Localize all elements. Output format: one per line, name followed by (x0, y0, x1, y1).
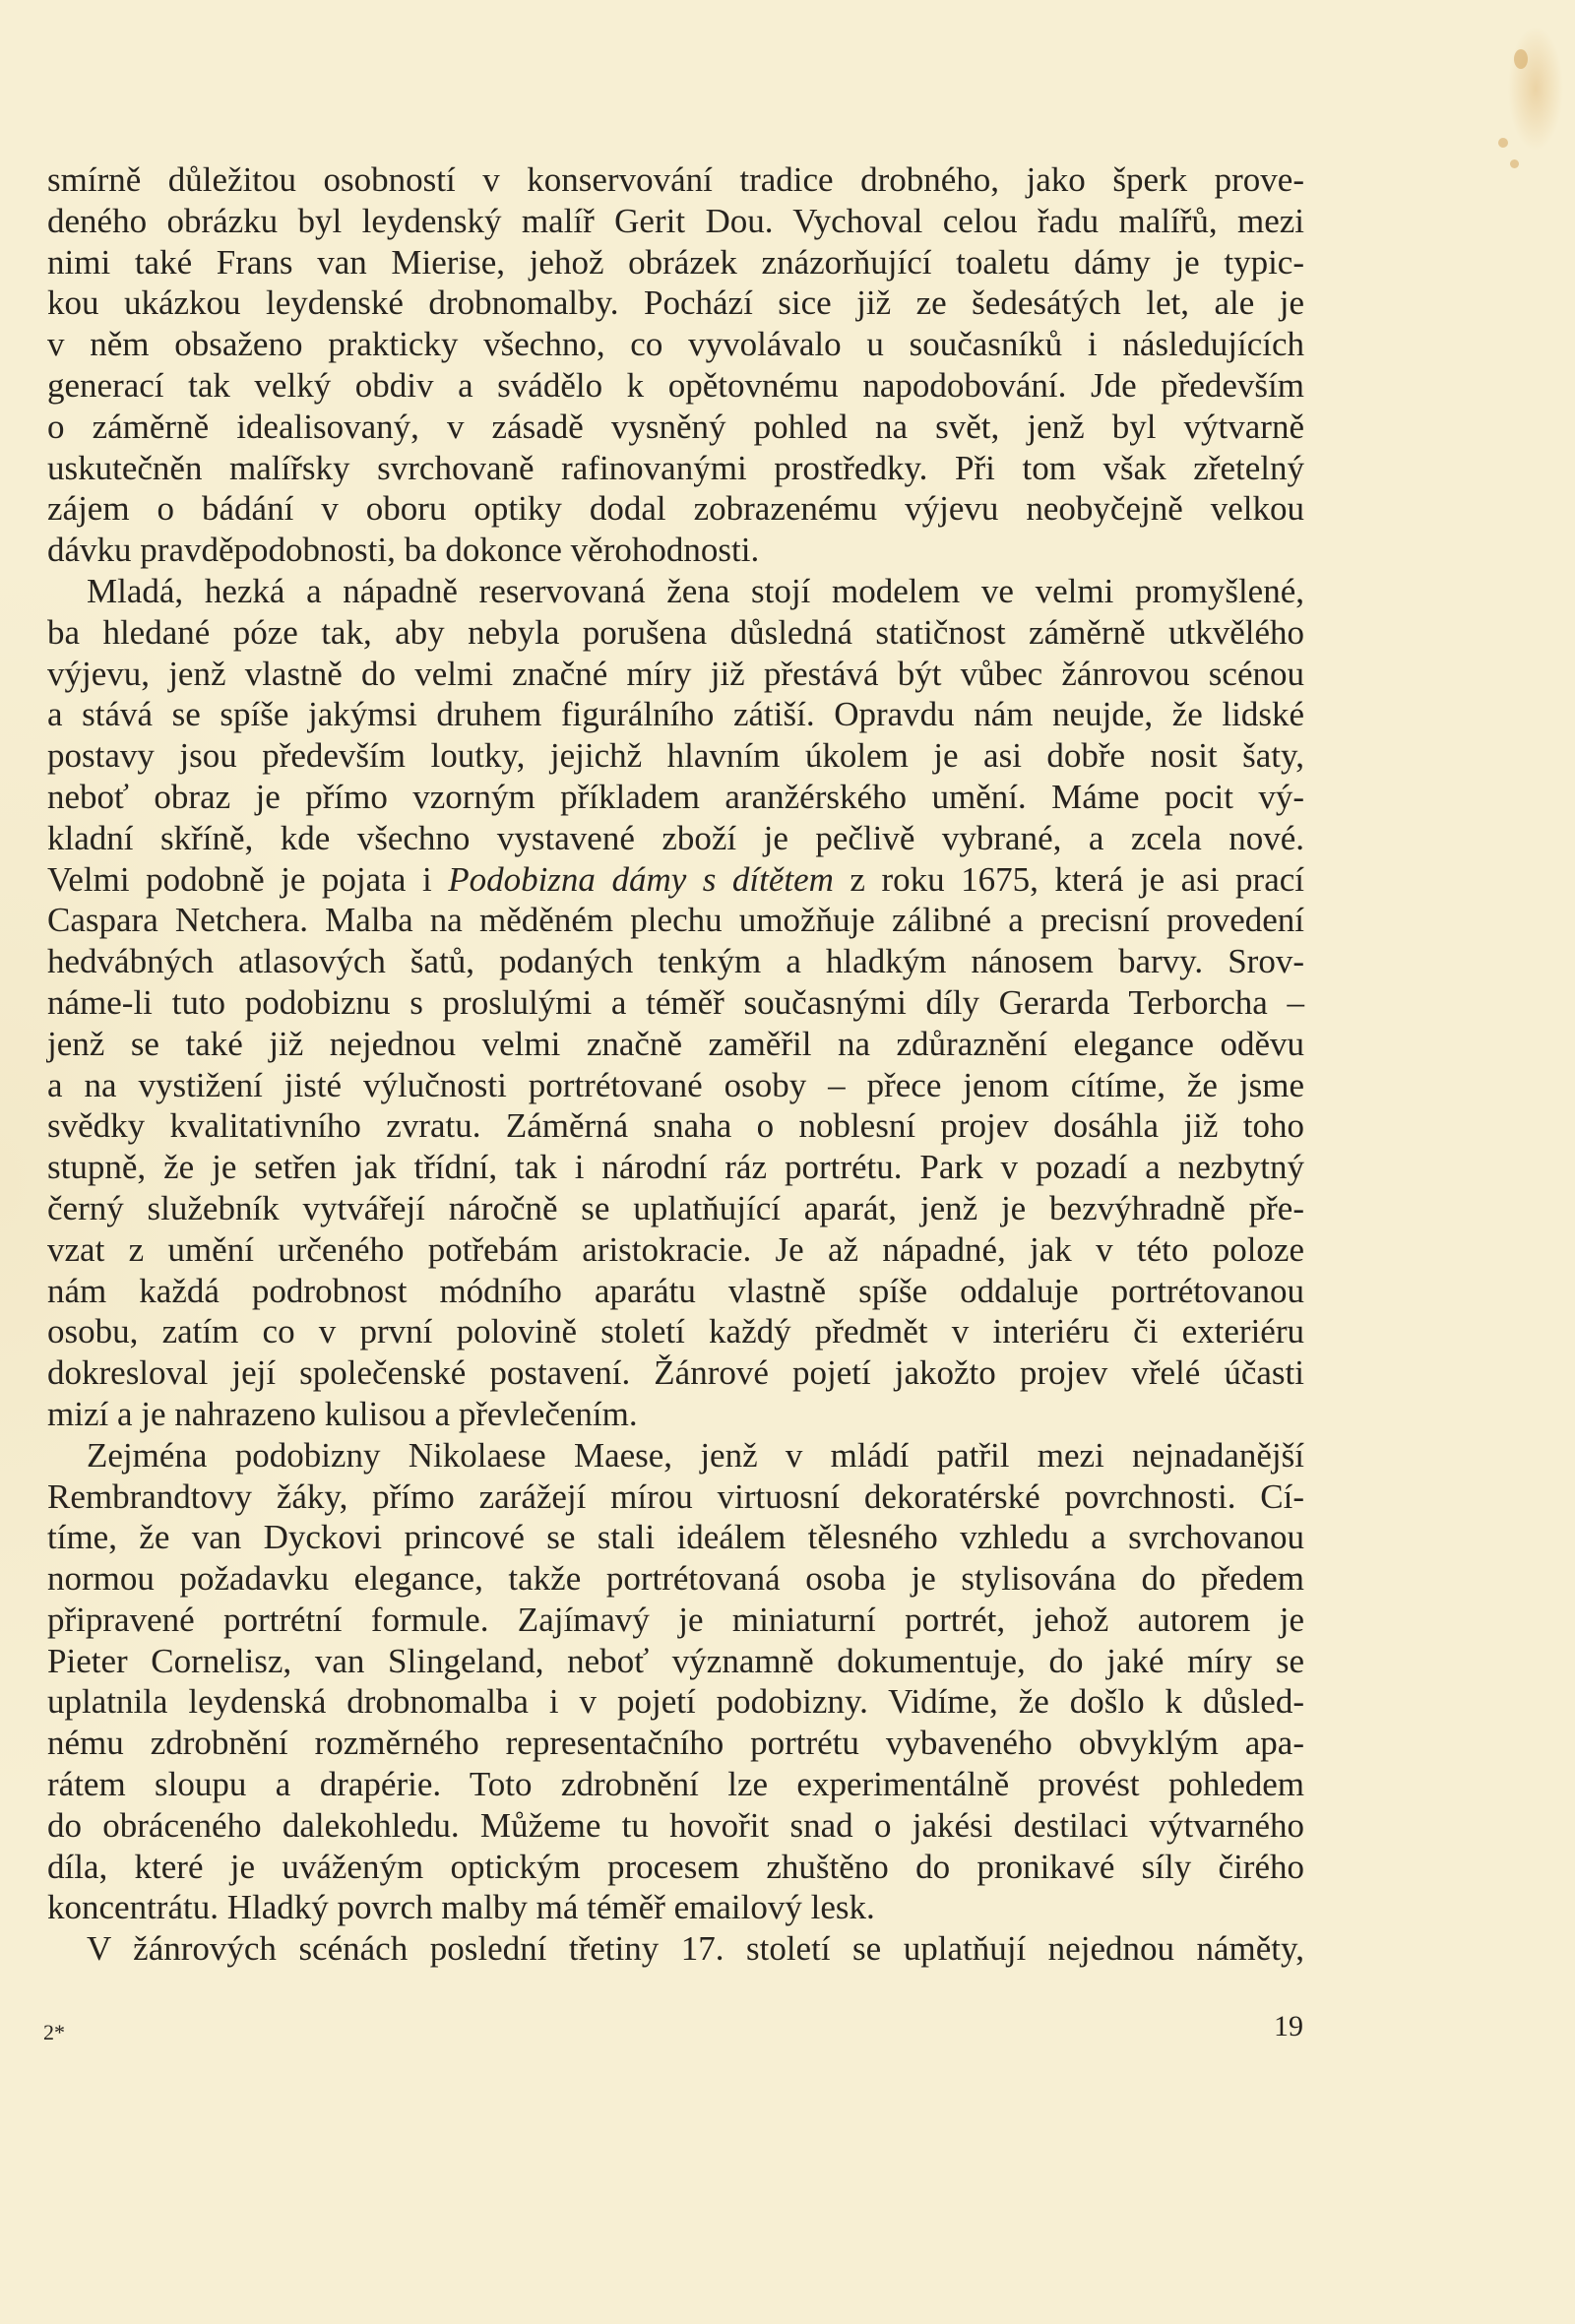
text-line: rátem sloupu a drapérie. Toto zdrobnění lze experimentálně provést pohledem (47, 1765, 1304, 1804)
text-line: ba hledané póze tak, aby nebyla porušena důsledná statičnost záměrně utkvělého (47, 612, 1304, 652)
text-line: uplatnila leydenská drobnomalba i v pojetí podobizny. Vidíme, že došlo k důsled- (47, 1682, 1304, 1722)
text-line: nimi také Frans van Mierise, jehož obrázek znázorňující toaletu dámy je typic- (47, 242, 1304, 282)
paragraph (47, 159, 1304, 571)
text-line: dávku pravděpodobnosti, ba dokonce věrohodnosti. (47, 531, 760, 570)
artwork-title: Podobizna dámy s dítětem (448, 859, 834, 899)
text-line: díla, které je uváženým optickým procesem zhuštěno do pronikavé síly čirého (47, 1847, 1304, 1886)
text-line: a na vystižení jisté výlučnosti portrétované osoby – přece jenom cítíme, že jsme (47, 1065, 1304, 1104)
text-line: jenž se také již nejednou velmi značně zaměřil na zdůraznění elegance oděvu (47, 1024, 1304, 1063)
text-line: vzat z umění určeného potřebám aristokracie. Je až nápadné, jak v této poloze (47, 1229, 1304, 1269)
text-line: svědky kvalitativního zvratu. Záměrná snaha o noblesní projev dosáhla již toho (47, 1106, 1304, 1146)
text-line: deného obrázku byl leydenský malíř Gerit Dou. Vychoval celou řadu malířů, mezi (47, 201, 1304, 240)
paragraph (47, 571, 1304, 1435)
body-text (47, 159, 1304, 1970)
text-line: do obráceného dalekohledu. Můžeme tu hovořit snad o jakési destilaci výtvarného (47, 1805, 1304, 1845)
text-line: mizí a je nahrazeno kulisou a převlečením. (47, 1394, 638, 1433)
text-line: Mladá, hezká a nápadně reservovaná žena stojí modelem ve velmi promyšlené, (87, 571, 1304, 610)
text-line: tíme, že van Dyckovi princové se stali ideálem tělesného vzhledu a svrchovanou (47, 1518, 1304, 1557)
text-line: osobu, zatím co v první polovině století každý předmět v interiéru či exteriéru (47, 1312, 1304, 1351)
signature-mark: 2* (43, 2020, 65, 2044)
text-line (47, 859, 1304, 901)
text-line: Rembrandtovy žáky, přímo zarážejí mírou virtuosní dekoratérské povrchnosti. Cí- (47, 1476, 1304, 1516)
text-line: generací tak velký obdiv a svádělo k opětovnému napodobování. Jde především (47, 365, 1304, 405)
text-line: Zejména podobizny Nikolaese Maese, jenž v mládí patřil mezi nejnadanější (87, 1435, 1304, 1475)
paragraph (47, 1928, 1304, 1970)
text-line: uskutečněn malířsky svrchovaně rafinovanými prostředky. Při tom však zřetelný (47, 448, 1304, 487)
text-line: o záměrně idealisovaný, v zásadě vysněný pohled na svět, jenž byl výtvarně (47, 407, 1304, 446)
text-line: připravené portrétní formule. Zajímavý je miniaturní portrét, jehož autorem je (47, 1600, 1304, 1639)
text-line: kou ukázkou leydenské drobnomalby. Pochází sice již ze šedesátých let, ale je (47, 283, 1304, 323)
page-number: 19 (1274, 2010, 1303, 2042)
text-line: výjevu, jenž vlastně do velmi značné míry již přestává být vůbec žánrovou scénou (47, 654, 1304, 693)
text-line: černý služebník vytvářejí náročně se uplatňující aparát, jenž je bezvýhradně pře- (47, 1188, 1304, 1227)
text-line: koncentrátu. Hladký povrch malby má téměř emailový lesk. (47, 1888, 875, 1927)
text-span: z roku 1675, která je asi prací (833, 859, 1304, 899)
text-span: Velmi podobně je pojata i (47, 859, 449, 899)
text-line: dokresloval její společenské postavení. Žánrové pojetí jakožto projev vřelé účasti (47, 1353, 1304, 1393)
text-line: Caspara Netchera. Malba na měděném plechu umožňuje zálibné a precisní provedení (47, 901, 1304, 940)
text-line: nám každá podrobnost módního aparátu vlastně spíše oddaluje portrétovanou (47, 1271, 1304, 1310)
text-line: a stává se spíše jakýmsi druhem figurálního zátiší. Opravdu nám neujde, že lidské (47, 695, 1304, 734)
text-line: náme-li tuto podobiznu s proslulými a téměř současnými díly Gerarda Terborcha – (47, 982, 1304, 1022)
paper-stain (1498, 138, 1508, 148)
text-line: hedvábných atlasových šatů, podaných tenkým a hladkým nánosem barvy. Srov- (47, 942, 1304, 981)
text-line: kladní skříně, kde všechno vystavené zboží je pečlivě vybrané, a zcela nové. (47, 818, 1304, 857)
text-line: V žánrových scénách poslední třetiny 17. století se uplatňují nejednou náměty, (87, 1929, 1304, 1969)
text-line: neboť obraz je přímo vzorným příkladem aranžérského umění. Máme pocit vý- (47, 777, 1304, 816)
text-line: nému zdrobnění rozměrného representačního portrétu vybaveného obvyklým apa- (47, 1724, 1304, 1763)
text-line: normou požadavku elegance, takže portrétovaná osoba je stylisována do předem (47, 1559, 1304, 1599)
text-line: smírně důležitou osobností v konservování tradice drobného, jako šperk prove- (47, 160, 1304, 199)
text-line: zájem o bádání v oboru optiky dodal zobrazenému výjevu neobyčejně velkou (47, 489, 1304, 529)
text-line: postavy jsou především loutky, jejichž hlavním úkolem je asi dobře nosit šaty, (47, 736, 1304, 776)
text-line: stupně, že je setřen jak třídní, tak i národní ráz portrétu. Park v pozadí a nezbytný (47, 1148, 1304, 1187)
paragraph (47, 1435, 1304, 1929)
text-line: v něm obsaženo prakticky všechno, co vyvolávalo u současníků i následujících (47, 325, 1304, 364)
text-line: Pieter Cornelisz, van Slingeland, neboť významně dokumentuje, do jaké míry se (47, 1641, 1304, 1680)
paper-stain (1510, 159, 1519, 168)
paper-stain (1514, 49, 1528, 69)
